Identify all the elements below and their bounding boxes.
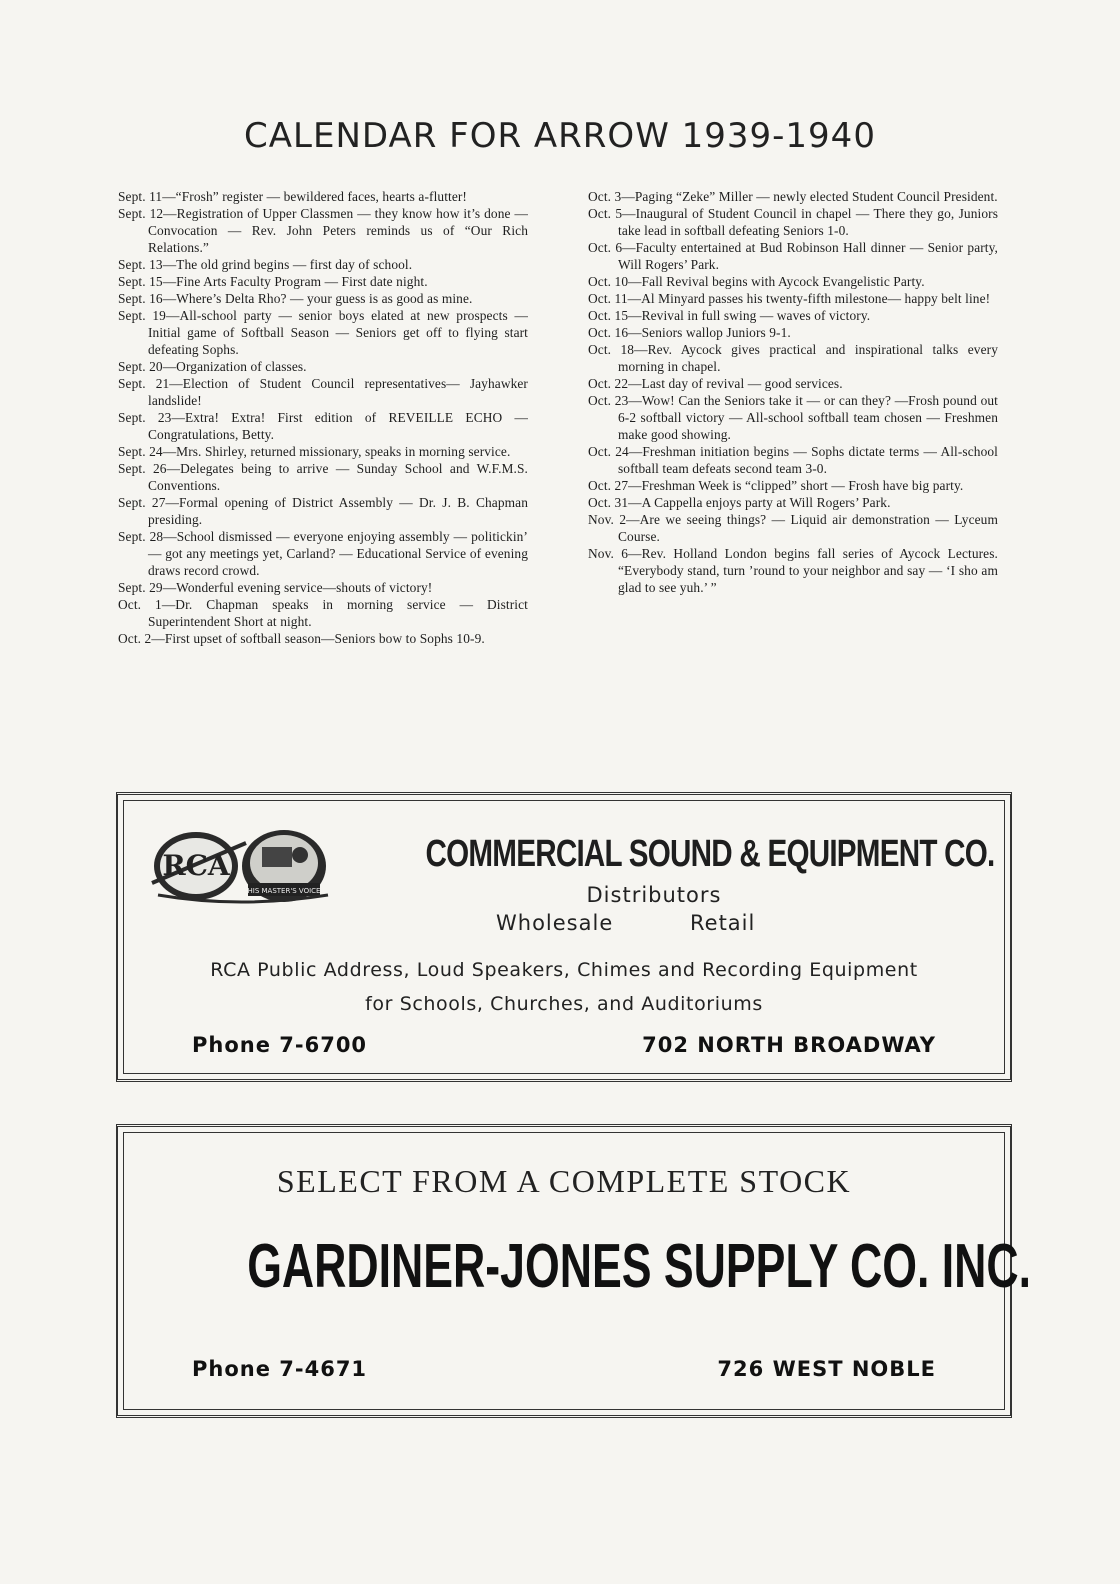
calendar-entry: Sept. 19—All-school party — senior boys elated at new prospects — Initial game of Softball Season — Seniors get off to flying start defeating Sophs. [118,308,528,357]
calendar-entry: Sept. 23—Extra! Extra! First edition of REVEILLE ECHO — Congratulations, Betty. [118,410,528,442]
street-address: 702 NORTH BROADWAY [642,1033,936,1057]
ad-inner-border [123,1132,1032,1410]
calendar-entry: Sept. 13—The old grind begins — first day of school. [118,257,413,272]
distributors-label: Distributors [586,883,722,907]
calendar-entry: Oct. 6—Faculty entertained at Bud Robinson Hall dinner — Senior party, Will Rogers’ Park. [588,240,998,272]
wholesale-label: Wholesale [496,911,614,935]
calendar-column-right [588,188,998,596]
svg-text:RCA: RCA [162,849,230,882]
page-title: CALENDAR FOR ARROW 1939-1940 [244,116,876,156]
calendar-column-left [118,188,528,647]
rca-advertisement [116,792,1012,1082]
calendar-entry: Oct. 11—Al Minyard passes his twenty-fifth milestone— happy belt line! [588,291,991,306]
ad-tagline: SELECT FROM A COMPLETE STOCK [276,1163,852,1199]
calendar-entry: Sept. 12—Registration of Upper Classmen — they know how it’s done — Convocation — Rev. John Peters reminds us of “Our Rich Relations.” [118,206,528,255]
calendar-entry: Nov. 2—Are we seeing things? — Liquid air demonstration — Lyceum Course. [588,512,998,544]
street-address: 726 WEST NOBLE [717,1357,936,1381]
calendar-entry: Oct. 16—Seniors wallop Juniors 9-1. [588,325,791,340]
gardiner-jones-advertisement [116,1124,1032,1418]
calendar-entry: Oct. 18—Rev. Aycock gives practical and inspirational talks every morning in chapel. [588,342,998,374]
calendar-entry: Sept. 29—Wonderful evening service—shouts of victory! [118,580,433,595]
calendar-entry: Oct. 1—Dr. Chapman speaks in morning service — District Superintendent Short at night. [118,597,528,629]
phone-number: Phone 7-6700 [192,1033,368,1057]
ad-inner-border [123,800,1005,1074]
company-name: GARDINER-JONES SUPPLY CO. INC. [247,1232,1032,1301]
calendar-entry: Oct. 31—A Cappella enjoys party at Will Rogers’ Park. [588,495,891,510]
calendar-entry: Sept. 24—Mrs. Shirley, returned missionary, speaks in morning service. [118,444,511,459]
calendar-entry: Oct. 15—Revival in full swing — waves of victory. [588,308,871,323]
svg-text:HIS MASTER'S VOICE: HIS MASTER'S VOICE [247,887,321,895]
calendar-entry: Oct. 22—Last day of revival — good services. [588,376,843,391]
calendar-entry: Sept. 11—“Frosh” register — bewildered faces, hearts a-flutter! [118,189,467,204]
retail-label: Retail [690,911,756,935]
calendar-entry: Sept. 20—Organization of classes. [118,359,307,374]
calendar-entry: Oct. 2—First upset of softball season—Seniors bow to Sophs 10-9. [118,631,485,646]
calendar-entry: Sept. 15—Fine Arts Faculty Program — First date night. [118,274,428,289]
calendar-entry: Oct. 5—Inaugural of Student Council in chapel — There they go, Juniors take lead in softball defeating Seniors 1-0. [588,206,998,238]
ad-description-line: RCA Public Address, Loud Speakers, Chimes and Recording Equipment [210,959,918,981]
calendar-entry: Sept. 21—Election of Student Council representatives— Jayhawker landslide! [118,376,528,408]
calendar-entry: Oct. 10—Fall Revival begins with Aycock Evangelistic Party. [588,274,925,289]
calendar-entry: Sept. 16—Where’s Delta Rho? — your guess is as good as mine. [118,291,473,306]
calendar-entry: Sept. 26—Delegates being to arrive — Sunday School and W.F.M.S. Conventions. [118,461,528,493]
calendar-entry: Oct. 24—Freshman initiation begins — Sophs dictate terms — All-school softball team defeats second team 3-0. [588,444,998,476]
calendar-entry: Oct. 23—Wow! Can the Seniors take it — or can they? —Frosh pound out 6-2 softball victory — All-school softball team chosen — Freshmen make good showing. [588,393,998,442]
company-name: COMMERCIAL SOUND & EQUIPMENT CO. [425,833,995,875]
calendar-entry: Sept. 27—Formal opening of District Assembly — Dr. J. B. Chapman presiding. [118,495,528,527]
ad-description-line: for Schools, Churches, and Auditoriums [365,993,763,1015]
calendar-entry: Sept. 28—School dismissed — everyone enjoying assembly — politickin’ — got any meetings yet, Carland? — Educational Service of evening draws record crowd. [118,529,528,578]
calendar-entry: Nov. 6—Rev. Holland London begins fall series of Aycock Lectures. “Everybody stand, turn ’round to your neighbor and say — ‘I sho am glad to see yuh.’ ” [588,546,998,595]
phone-number: Phone 7-4671 [192,1357,368,1381]
calendar-entry: Oct. 3—Paging “Zeke” Miller — newly elected Student Council President. [588,189,998,204]
calendar-entry: Oct. 27—Freshman Week is “clipped” short — Frosh have big party. [588,478,964,493]
